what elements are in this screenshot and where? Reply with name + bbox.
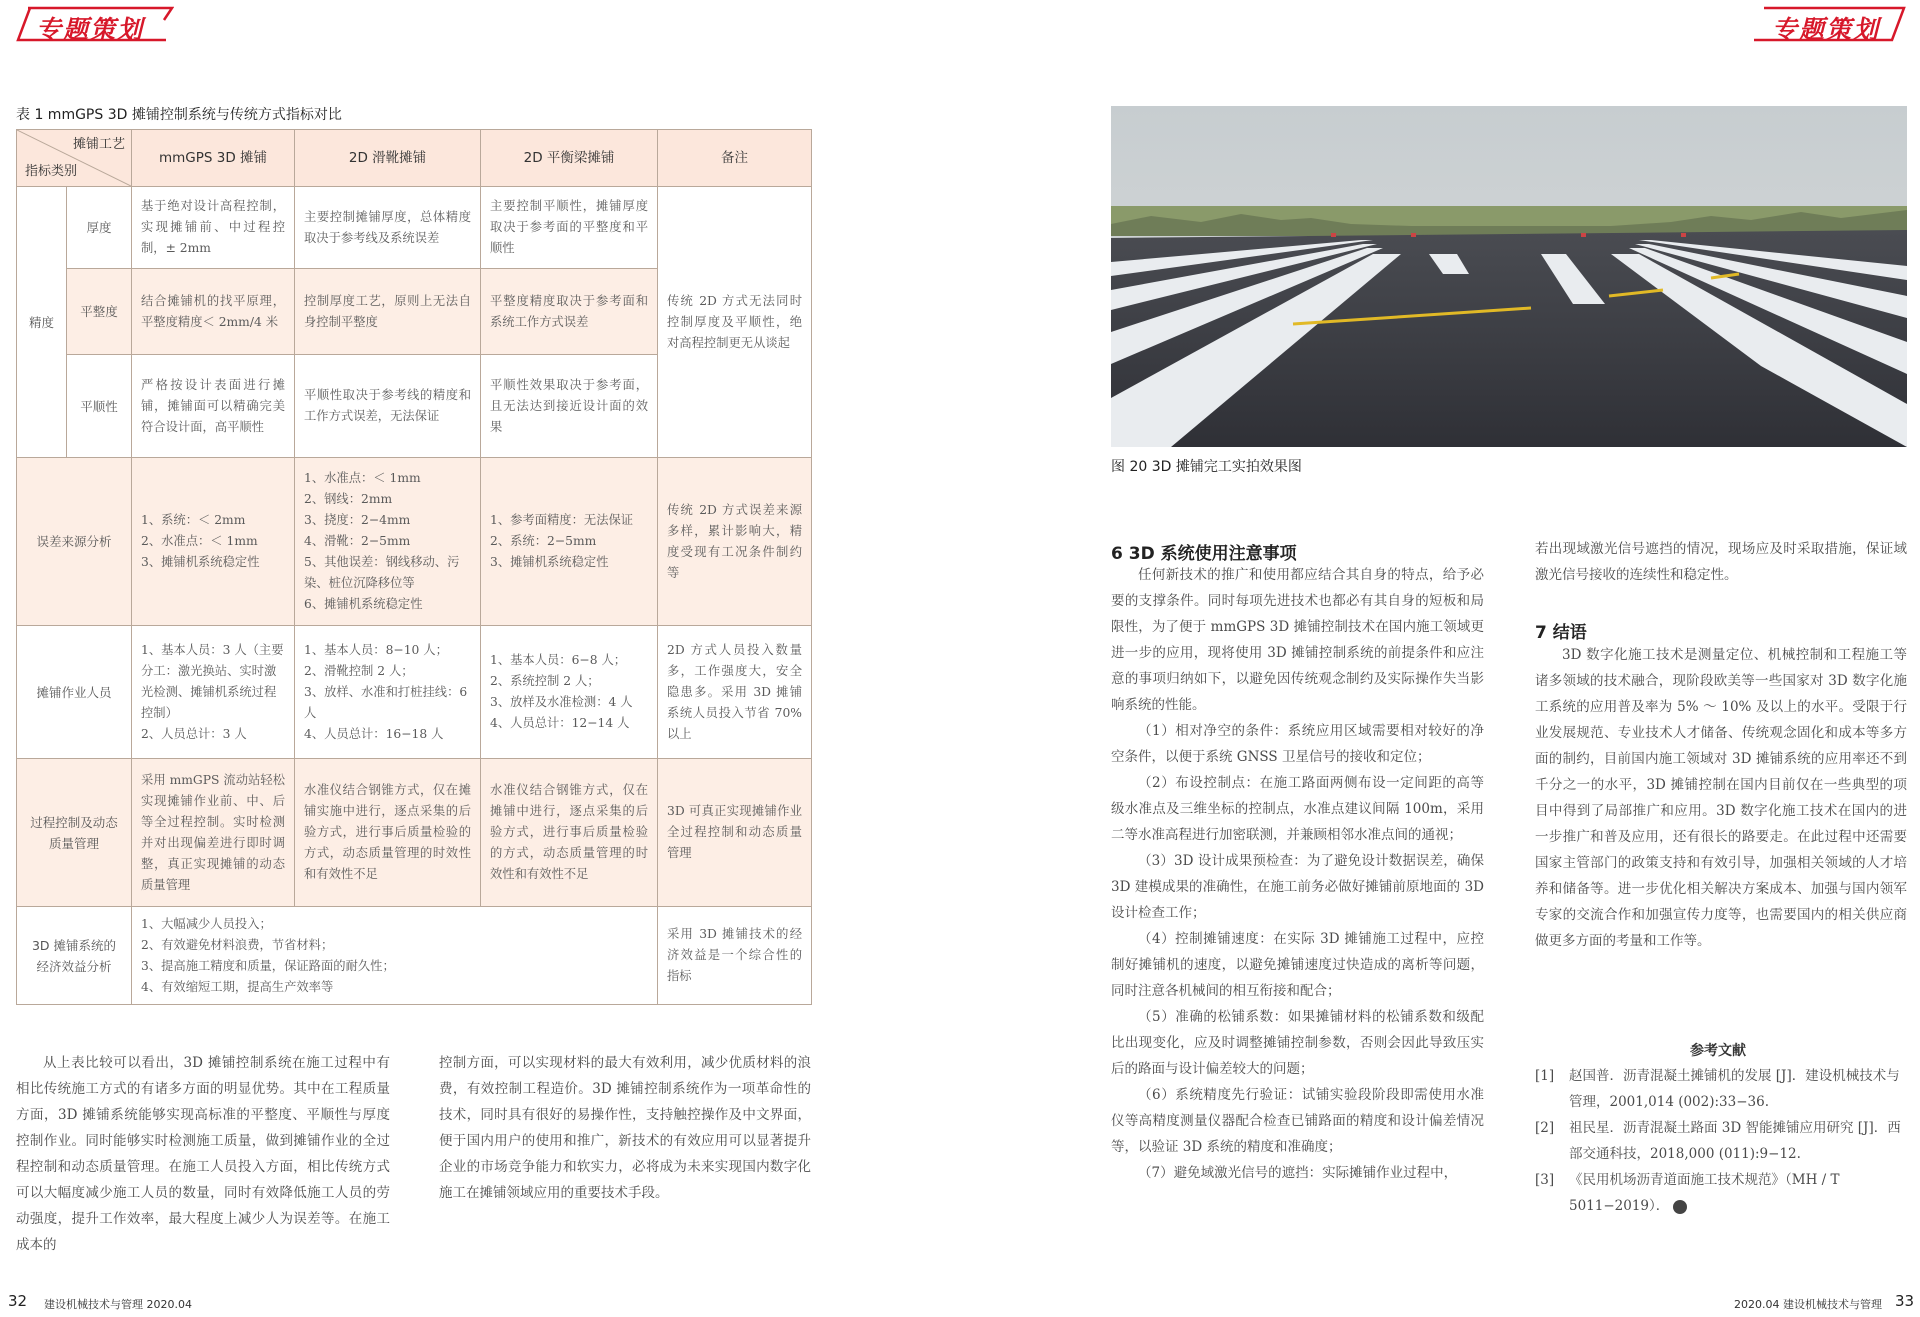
list-item: （2）布设控制点：在施工路面两侧布设一定间距的高等级水准点及三维坐标的控制点，水准点建议间隔 100m，采用二等水准高程进行加密联测，并兼顾相邻水准点间的通视； [1111, 775, 1484, 843]
column-header: 备注 [658, 130, 812, 187]
table-cell: 水准仪结合钢锥方式，仅在摊铺中进行，逐点采集的后验方式，进行事后质量检验的方式，动态质量管理的时效性和有效性不足 [481, 759, 658, 907]
table-row [17, 907, 812, 1005]
row-category-label: 3D 摊铺系统的经济效益分析 [17, 907, 132, 1005]
table-cell: 水准仪结合钢锥方式，仅在摊铺实施中进行，逐点采集的后验方式，进行事后质量检验的方式，动态质量管理的时效性和有效性不足 [295, 759, 481, 907]
row-subcategory-label: 平整度 [67, 269, 132, 355]
cell-line: 5、其他误差：钢线移动、污染、桩位沉降移位等 [304, 555, 460, 590]
reference-item [1535, 1063, 1907, 1115]
journal-name-right: 2020.04 建设机械技术与管理 [1734, 1298, 1882, 1311]
row-subcategory-label: 厚度 [67, 187, 132, 269]
row-category-label: 精度 [17, 187, 67, 458]
table-cell: 平顺性效果取决于参考面，且无法达到接近设计面的效果 [481, 355, 658, 458]
list-item: （6）系统精度先行验证：试铺实验段阶段即需使用水准仪等高精度测量仪器配合检查已铺路面的精度和设计偏差情况等，以验证 3D 系统的精度和准确度； [1111, 1087, 1484, 1155]
cell-line: 3、摊铺机系统稳定性 [141, 555, 260, 569]
body-paragraph: 若出现域激光信号遮挡的情况，现场应及时采取措施，保证域激光信号接收的连续性和稳定性。 [1535, 541, 1907, 583]
table-cell [132, 458, 295, 626]
references-title: 参考文献 [1690, 1043, 1746, 1059]
list-item: （4）控制摊铺速度：在实际 3D 摊铺施工过程中，应控制好摊铺机的速度，以避免摊铺速度过快造成的离析等问题，同时注意各机械间的相互衔接和配合； [1111, 931, 1484, 999]
list-item: （5）准确的松铺系数：如果摊铺材料的松铺系数和级配比出现变化，应及时调整摊铺控制参数，否则会因此导致压实后的路面与设计偏差较大的问题； [1111, 1009, 1484, 1077]
reference-number: [3] [1535, 1172, 1555, 1188]
comparison-table [16, 129, 812, 1005]
table-note-cell: 传统 2D 方式误差来源多样，累计影响大，精度受现有工况条件制约等 [658, 458, 812, 626]
table-cell [132, 907, 658, 1005]
cell-line: 1、基本人员：8−10 人； [304, 642, 448, 657]
cell-line: 2、滑靴控制 2 人； [304, 663, 414, 678]
page-number-right: 33 [1895, 1292, 1915, 1310]
reference-text-wrap [1569, 1167, 1907, 1219]
table-corner-cell [17, 130, 132, 187]
table-cell: 主要控制摊铺厚度，总体精度取决于参考线及系统误差 [295, 187, 481, 269]
table-note-cell: 采用 3D 摊铺技术的经济效益是一个综合性的指标 [658, 907, 812, 1005]
cell-line: 3、放样、水准和打桩挂线：6 人 [304, 684, 468, 720]
page-number-left: 32 [8, 1292, 28, 1310]
row-category-label: 过程控制及动态质量管理 [17, 759, 132, 907]
cell-line: 1、水准点：＜ 1mm [304, 471, 421, 485]
cell-line: 3、挠度：2−4mm [304, 513, 411, 527]
table-row [17, 626, 812, 759]
table-header-row [17, 130, 812, 187]
column-header: 2D 滑靴摊铺 [295, 130, 481, 187]
cell-line: 1、基本人员：3 人（主要分工：激光换站、实时激光检测、摊铺机系统过程控制） [141, 642, 284, 720]
body-paragraph: 控制方面，可以实现材料的最大有效利用，减少优质材料的浪费，有效控制工程造价。3D 摊铺控制系统作为一项革命性的技术，同时具有很好的易操作性，支持触控操作及中文界面，便于国内用户的使用和推广，新技术的有效应用可以显著提升企业的市场竞争能力和软实力，必将成为未来实现国内数字化施工在摊铺领域应用的重要技术手段。 [439, 1055, 811, 1201]
column-header: 2D 平衡梁摊铺 [481, 130, 658, 187]
section-heading: 6 3D 系统使用注意事项 [1111, 544, 1297, 564]
cell-line: 4、滑靴：2−5mm [304, 534, 411, 548]
cell-line: 6、摊铺机系统稳定性 [304, 597, 423, 611]
journal-name-left: 建设机械技术与管理 2020.04 [44, 1298, 192, 1311]
section-logo-right [1752, 4, 1908, 44]
column-header: mmGPS 3D 摊铺 [132, 130, 295, 187]
body-paragraph: 3D 数字化施工技术是测量定位、机械控制和工程施工等诸多领域的技术融合，现阶段欧美等一些国家对 3D 数字化施工系统的应用普及率为 5% ～ 10% 及以上的水平。受限于行业发展规范、专业技术人才储备、传统观念固化和成本等多方面的制约，目前国内施工领域对 3D 摊铺系统的应用率还不到千分之一的水平，3D 摊铺控制在国内目前仅在一些典型的项目中得到了局部推广和应用。3D 数字化施工技术在国内的进一步推广和普及应用，还有很长的路要走。在此过程中还需要国家主管部门的政策支持和有效引导，加强相关领域的人才培养和储备等。进一步优化相关解决方案成本、加强与国内领军专家的交流合作和加强宣传力度等，也需要国内的相关供应商做更多方面的考量和工作等。 [1535, 647, 1907, 949]
cell-line: 1、参考面精度：无法保证 [490, 513, 634, 527]
cell-line: 3、提高施工精度和质量，保证路面的耐久性； [141, 958, 395, 973]
table-row [17, 759, 812, 907]
reference-number: [2] [1535, 1120, 1555, 1136]
row-category-label: 误差来源分析 [17, 458, 132, 626]
table-row [17, 187, 812, 269]
table-cell [132, 626, 295, 759]
reference-text: 祖民星．沥青混凝土路面 3D 智能摊铺应用研究 [J]．西部交通科技，2018,000 (011):9−12. [1569, 1120, 1901, 1162]
table-cell: 严格按设计表面进行摊铺，摊铺面可以精确完美符合设计面，高平顺性 [132, 355, 295, 458]
reference-text: 赵国普．沥青混凝土摊铺机的发展 [J]．建设机械技术与管理，2001,014 (002):33−36. [1569, 1068, 1900, 1110]
runway-image [1111, 106, 1907, 447]
cell-line: 1、基本人员：6−8 人； [490, 653, 627, 667]
table-cell: 基于绝对设计高程控制，实现摊铺前、中过程控制，± 2mm [132, 187, 295, 269]
section-heading: 7 结语 [1535, 623, 1587, 643]
corner-bottom-label: 指标类别 [25, 164, 78, 179]
reference-item [1535, 1167, 1907, 1219]
body-paragraph: 从上表比较可以看出，3D 摊铺控制系统在施工过程中有相比传统施工方式的有诸多方面的明显优势。其中在工程质量方面，3D 摊铺系统能够实现高标准的平整度、平顺性与厚度控制作业。同时能够实时检测施工质量，做到摊铺作业的全过程控制和动态质量管理。在施工人员投入方面，相比传统方式可以大幅度减少施工人员的数量，同时有效降低施工人员的劳动强度，提升工作效率，最大程度上减少人为误差等。在施工成本的 [16, 1055, 390, 1253]
reference-item [1535, 1115, 1907, 1167]
logo-left-text: 专题策划 [36, 15, 145, 44]
table-cell: 采用 mmGPS 流动站轻松实现摊铺作业前、中、后等全过程控制。实时检测并对出现偏差进行即时调整，真正实现摊铺的动态质量管理 [132, 759, 295, 907]
cell-line: 2、系统控制 2 人； [490, 674, 600, 688]
row-subcategory-label: 平顺性 [67, 355, 132, 458]
table-cell [295, 626, 481, 759]
table-cell [481, 626, 658, 759]
table-note-cell: 传统 2D 方式无法同时控制厚度及平顺性，绝对高程控制更无从谈起 [658, 187, 812, 458]
cell-line: 2、有效避免材料浪费，节省材料； [141, 937, 334, 952]
list-item: （3）3D 设计成果预检查：为了避免设计数据误差，确保 3D 建模成果的准确性，在施工前务必做好摊铺前原地面的 3D 设计检查工作； [1111, 853, 1484, 921]
cell-line: 3、摊铺机系统稳定性 [490, 555, 609, 569]
reference-number: [1] [1535, 1068, 1555, 1084]
row-category-label: 摊铺作业人员 [17, 626, 132, 759]
list-item: （7）避免域激光信号的遮挡：实际摊铺作业过程中， [1138, 1165, 1458, 1181]
logo-right-text: 专题策划 [1772, 15, 1881, 44]
cell-line: 4、有效缩短工期，提高生产效率等 [141, 979, 334, 994]
cell-line: 4、人员总计：12−14 人 [490, 716, 630, 730]
cell-line: 3、放样及水准检测：4 人 [490, 695, 633, 709]
table-cell: 平顺性取决于参考线的精度和工作方式误差，无法保证 [295, 355, 481, 458]
cell-line: 2、钢线：2mm [304, 492, 393, 506]
cell-line: 1、大幅减少人员投入； [141, 916, 272, 931]
table-cell: 主要控制平顺性，摊铺厚度取决于参考面的平整度和平顺性 [481, 187, 658, 269]
table-cell [481, 458, 658, 626]
table-cell: 控制厚度工艺，原则上无法自身控制平整度 [295, 269, 481, 355]
table-note-cell: 3D 可真正实现摊铺作业全过程控制和动态质量管理 [658, 759, 812, 907]
table-note-cell: 2D 方式人员投入数量多，工作强度大，安全隐患多。采用 3D 摊铺系统人员投入节省 70% 以上 [658, 626, 812, 759]
table-cell: 平整度精度取决于参考面和系统工作方式误差 [481, 269, 658, 355]
table-cell [295, 458, 481, 626]
figure-caption: 图 20 3D 摊铺完工实拍效果图 [1111, 459, 1302, 475]
cell-line: 4、人员总计：16−18 人 [304, 726, 444, 741]
table-row [17, 458, 812, 626]
table-cell: 结合摊铺机的找平原理，平整度精度＜ 2mm/4 米 [132, 269, 295, 355]
list-item: （1）相对净空的条件：系统应用区域需要相对较好的净空条件，以便于系统 GNSS 卫星信号的接收和定位； [1111, 723, 1484, 765]
section-logo-left [14, 4, 174, 44]
cell-line: 1、系统：＜ 2mm [141, 513, 246, 527]
cell-line: 2、人员总计：3 人 [141, 726, 247, 741]
end-mark-icon [1673, 1200, 1687, 1214]
table-caption: 表 1 mmGPS 3D 摊铺控制系统与传统方式指标对比 [16, 107, 342, 123]
reference-text: 《民用机场沥青道面施工技术规范》（MH / T 5011−2019）． [1569, 1172, 1840, 1214]
corner-top-label: 摊铺工艺 [72, 137, 125, 152]
section-6-body [1111, 562, 1484, 1186]
body-paragraph: 任何新技术的推广和使用都应结合其自身的特点，给予必要的支撑条件。同时每项先进技术也都必有其自身的短板和局限性，为了便于 mmGPS 3D 摊铺控制技术在国内施工领域更进一步的应用，现将使用 3D 摊铺控制系统的前提条件和应注意的事项归纳如下，以避免因传统观念制约及实际操作失当影响系统的性能。 [1111, 567, 1484, 713]
runway-photo [1111, 106, 1907, 447]
cell-line: 2、水准点：＜ 1mm [141, 534, 258, 548]
cell-line: 2、系统：2−5mm [490, 534, 597, 548]
